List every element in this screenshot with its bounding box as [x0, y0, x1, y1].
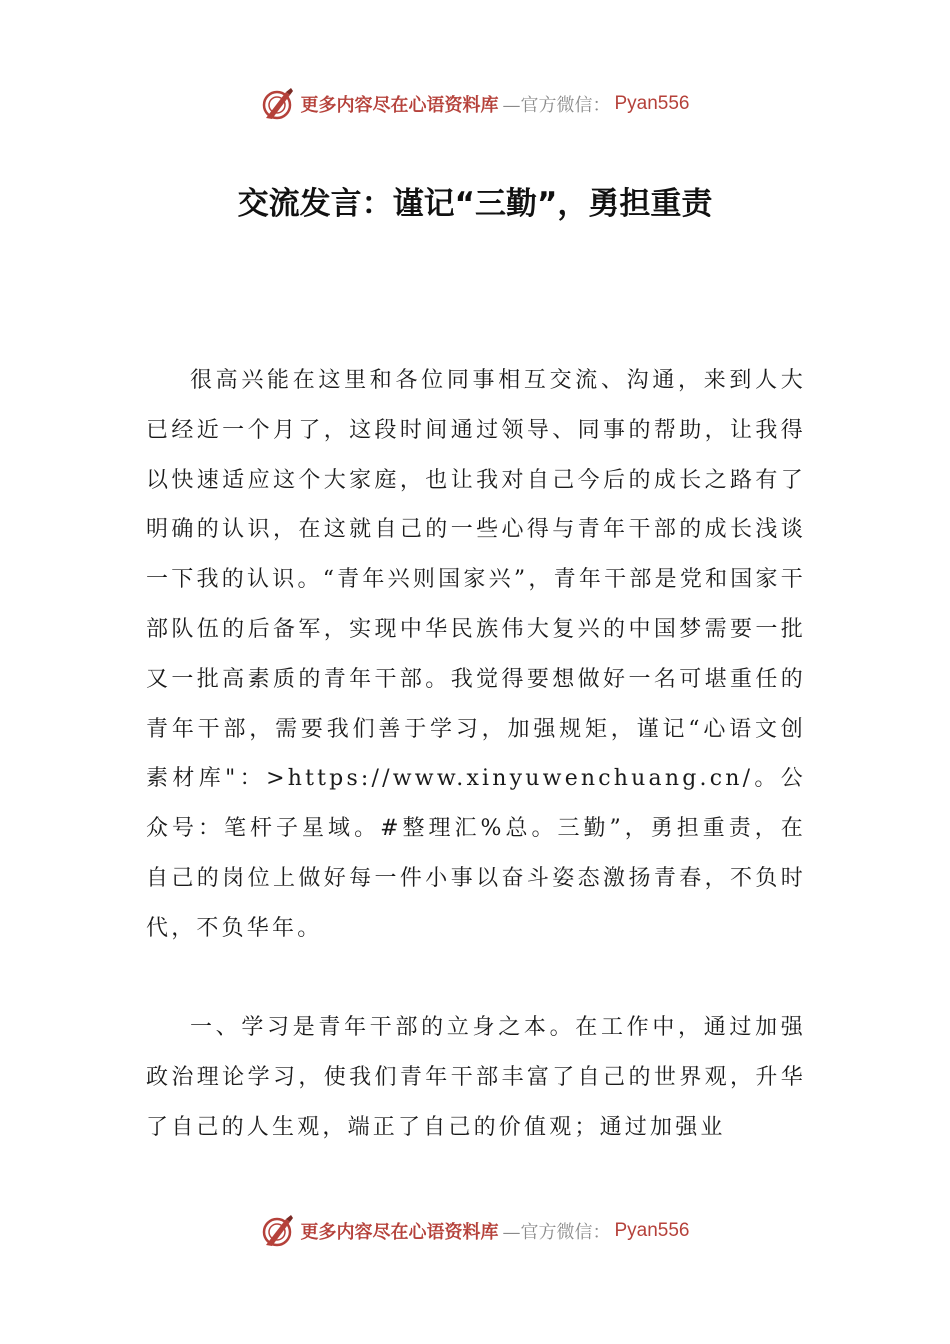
header-banner	[0, 84, 950, 124]
paragraph-section-one: 一、学习是青年干部的立身之本。在工作中，通过加强政治理论学习，使我们青年干部丰富了自己的世界观，升华了自己的人生观，端正了自己的价值观；通过加强业	[146, 1015, 806, 1140]
banner-text-library: 更多内容尽在心语资料库	[300, 95, 499, 116]
pen-logo-icon	[260, 86, 296, 122]
banner-text-wechat-id: Pyan556	[614, 1220, 690, 1241]
pen-logo-icon	[260, 1213, 296, 1249]
banner-text-library: 更多内容尽在心语资料库	[300, 1222, 499, 1243]
footer-banner	[0, 1211, 950, 1251]
banner-text-wechat-label: —官方微信：	[502, 1222, 611, 1243]
banner-text-wechat-id: Pyan556	[614, 93, 690, 114]
paragraph-intro: 很高兴能在这里和各位同事相互交流、沟通，来到人大已经近一个月了，这段时间通过领导、同事的帮助，让我得以快速适应这个大家庭，也让我对自己今后的成长之路有了明确的认识，在这就自己的一些心得与青年干部的成长浅谈一下我的认识。“青年兴则国家兴”，青年干部是党和国家干部队伍的后备军，实现中华民族伟大复兴的中国梦需要一批又一批高素质的青年干部。我觉得要想做好一名可堪重任的青年干部，需要我们善于学习，加强规矩，谨记“心语文创素材库"：>https://www.xinyuwenchuang.cn/。公众号：笔杆子星域。#整理汇%总。三勤”，勇担重责，在自己的岗位上做好每一件小事以奋斗姿态激扬青春，不负时代，不负华年。	[146, 368, 806, 941]
banner-text-wechat-label: —官方微信：	[502, 95, 611, 116]
document-title: 交流发言：谨记“三勤”，勇担重责	[237, 186, 713, 222]
